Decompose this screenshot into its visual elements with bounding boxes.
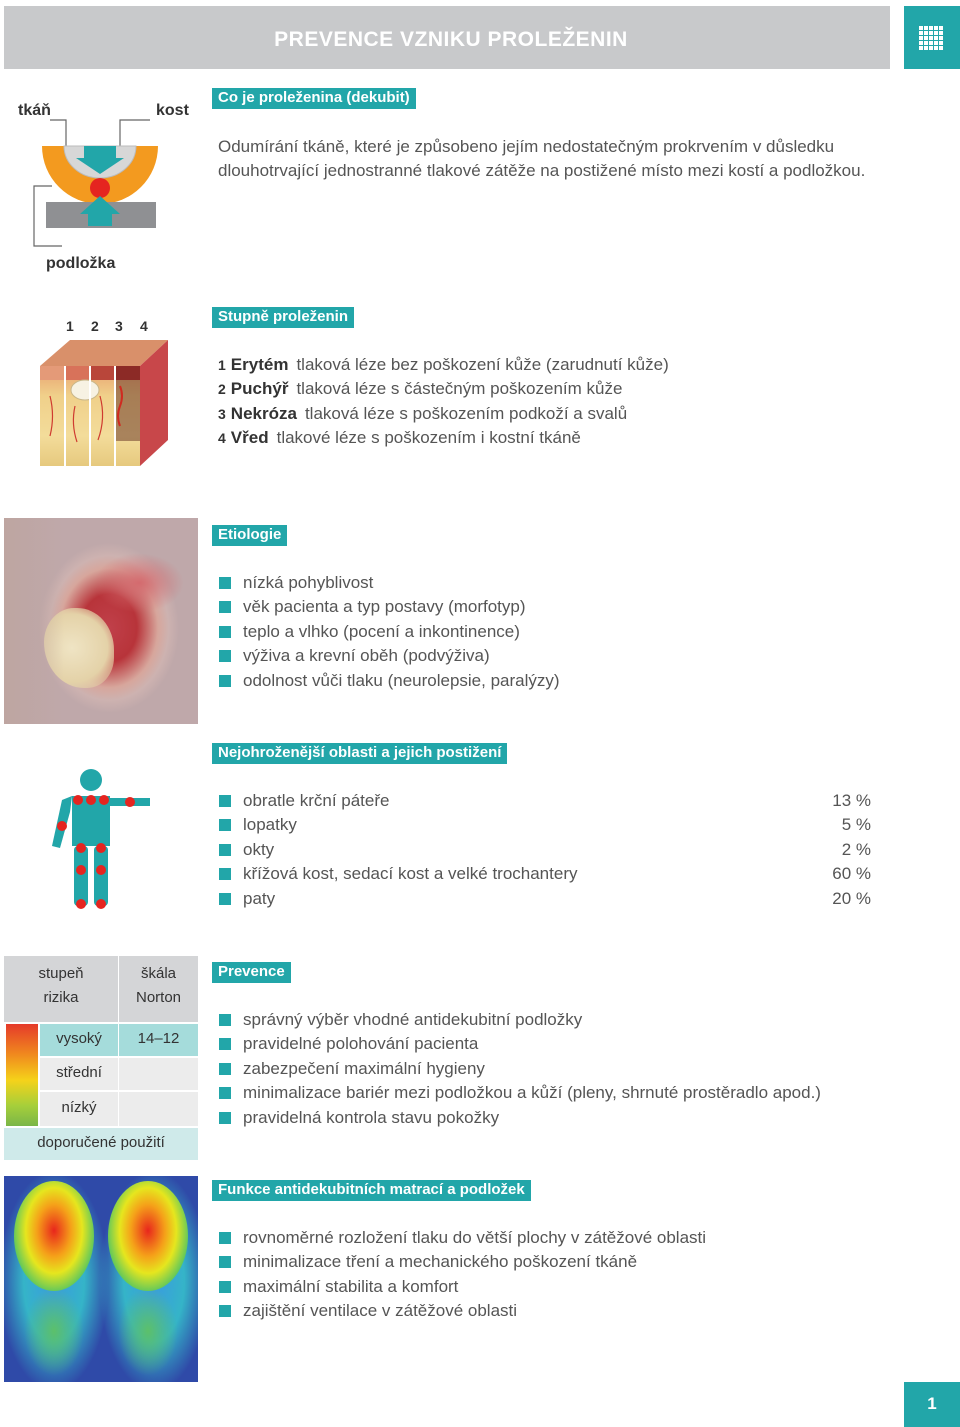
stage-item-number: 2	[218, 381, 226, 398]
stages-list	[218, 353, 669, 451]
list-item	[219, 813, 871, 837]
stage-number-4: 4	[140, 318, 148, 334]
pressure-map-image	[4, 1176, 198, 1382]
etiology-list	[219, 571, 560, 693]
body-figure-icon	[48, 768, 156, 913]
list-item: zajištění ventilace v zátěžové oblasti	[219, 1299, 706, 1323]
grid-icon	[904, 6, 960, 69]
area-name: křížová kost, sedací kost a velké trochantery	[243, 864, 578, 884]
norton-head-scale-1: škála	[140, 965, 177, 982]
stage-number-1: 1	[66, 318, 74, 334]
stage-item-desc: tlaková léze s částečným poškozením kůže	[296, 379, 623, 399]
definition-text-line1: Odumírání tkáně, které je způsobeno jejím nedostatečným prokrvením v důsledku	[218, 137, 835, 156]
etiology-label: Etiologie	[212, 525, 287, 546]
area-name: obratle krční páteře	[243, 791, 390, 810]
pressure-diagram	[28, 108, 163, 253]
stage-item	[218, 353, 669, 377]
norton-row-risk: nízký	[61, 1099, 97, 1116]
stage-item-name: Nekróza	[230, 403, 297, 423]
wound-photo	[4, 518, 198, 724]
area-name: okty	[243, 839, 275, 859]
stage-item-desc: tlaková léze s poškozením podkoží a svalů	[304, 403, 628, 423]
list-item: maximální stabilita a komfort	[219, 1275, 706, 1299]
stage-item-name: Puchýř	[230, 379, 289, 399]
list-item: věk pacienta a typ postavy (morfotyp)	[219, 595, 560, 619]
stage-item-name: Vřed	[230, 428, 269, 448]
list-item	[219, 838, 871, 862]
list-item: minimalizace tření a mechanického poškození tkáně	[219, 1250, 706, 1274]
function-label: Funkce antidekubitních matrací a podložek	[212, 1180, 531, 1201]
list-item: výživa a krevní oběh (podvýživa)	[219, 644, 560, 668]
list-item: odolnost vůči tlaku (neurolepsie, paralýzy)	[219, 669, 560, 693]
stage-item-number: 4	[218, 430, 226, 447]
list-item: rovnoměrné rozložení tlaku do větší plochy v zátěžové oblasti	[219, 1226, 706, 1250]
list-item: zabezpečení maximální hygieny	[219, 1057, 821, 1081]
definition-text-line2: dlouhotrvající jednostranné tlakové zátěže na postižené místo mezi kostí a podložkou.	[218, 161, 866, 180]
header-icon-box	[904, 6, 960, 69]
stage-item-desc: tlakové léze s poškozením i kostní tkáně	[276, 428, 581, 448]
stage-item	[218, 377, 669, 401]
diagram-label-bone: kost	[156, 102, 189, 119]
norton-row-risk: vysoký	[56, 1030, 102, 1047]
stage-number-2: 2	[91, 318, 99, 334]
prevention-label: Prevence	[212, 962, 291, 983]
page-number-box	[904, 1382, 960, 1427]
list-item: správný výběr vhodné antidekubitní podložky	[219, 1008, 821, 1032]
function-list	[219, 1226, 706, 1324]
skin-layers-illustration	[30, 336, 170, 472]
list-item: teplo a vlhko (pocení a inkontinence)	[219, 620, 560, 644]
list-item	[219, 862, 871, 886]
risk-gradient-bar	[6, 1024, 38, 1126]
norton-head-risk-1: stupeň	[38, 965, 84, 982]
list-item	[219, 789, 871, 813]
norton-table	[4, 956, 198, 1160]
list-item: nízká pohyblivost	[219, 571, 560, 595]
area-percent: 60 %	[832, 864, 871, 884]
diagram-label-tissue: tkáň	[18, 102, 51, 119]
areas-list	[219, 789, 871, 911]
norton-head-scale-2: Norton	[135, 989, 182, 1006]
stage-item-desc: tlaková léze bez poškození kůže (zarudnutí kůže)	[296, 355, 669, 374]
area-name: paty	[243, 888, 276, 908]
norton-head-risk-2: rizika	[43, 989, 79, 1006]
area-name: lopatky	[243, 815, 297, 835]
prevention-list	[219, 1008, 821, 1130]
list-item: pravidelné polohování pacienta	[219, 1032, 821, 1056]
stage-item-name: Erytém	[230, 355, 289, 374]
stages-label: Stupně proleženin	[212, 307, 354, 328]
area-percent: 5 %	[841, 815, 871, 835]
list-item: pravidelná kontrola stavu pokožky	[219, 1106, 821, 1130]
area-percent: 13 %	[832, 791, 871, 810]
stage-number-3: 3	[115, 318, 123, 334]
definition-label: Co je proleženina (dekubit)	[212, 88, 416, 109]
stage-item-number: 3	[218, 405, 226, 422]
list-item	[219, 887, 871, 911]
page-title: PREVENCE VZNIKU PROLEŽENIN	[274, 28, 628, 51]
norton-footer: doporučené použití	[37, 1134, 165, 1151]
page-number: 1	[927, 1394, 937, 1413]
stage-item-number: 1	[218, 357, 226, 373]
area-percent: 20 %	[832, 888, 871, 908]
area-percent: 2 %	[841, 839, 871, 859]
header-bar	[4, 6, 890, 69]
norton-row-scale: 14–12	[137, 1030, 180, 1047]
stage-item	[218, 426, 669, 450]
areas-label: Nejohroženější oblasti a jejich postižení	[212, 743, 507, 764]
list-item: minimalizace bariér mezi podložkou a kůží (pleny, shrnuté prostěradlo apod.)	[219, 1081, 821, 1105]
stage-item	[218, 402, 669, 426]
diagram-label-pad: podložka	[46, 255, 116, 272]
norton-row-risk: střední	[56, 1064, 102, 1081]
